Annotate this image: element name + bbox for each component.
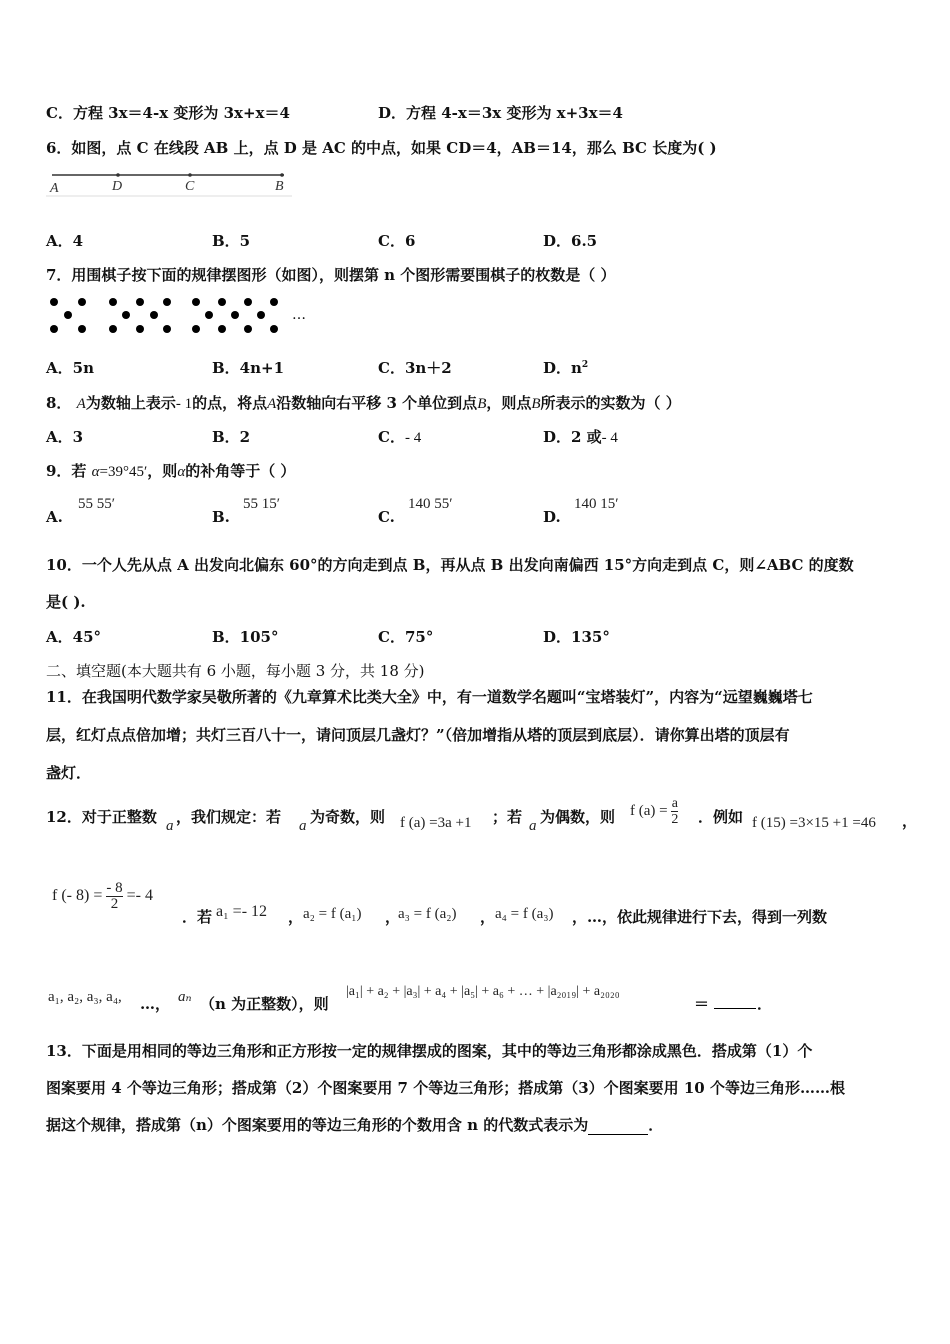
q6-option-c: C．6 <box>378 232 416 250</box>
q12-a4: a₄ = f (a₃) <box>495 906 554 922</box>
q12-text: 为奇数，则 <box>310 808 386 826</box>
q8-value: - 1 <box>175 396 193 412</box>
point-d <box>116 173 120 177</box>
q6-option-b: B．5 <box>212 232 251 250</box>
q6-segment-figure <box>46 166 294 198</box>
q12-text: ， <box>385 908 401 926</box>
q13-line3-text: 据这个规律，搭成第（n）个图案要用的等边三角形的个数用含 n 的代数式表示为 <box>46 1116 589 1134</box>
q8-option-c <box>378 426 421 447</box>
q5-option-c: C．方程 3x＝4-x 变形为 3x+x＝4 <box>46 104 290 122</box>
q12-f-odd: f (a) =3a +1 <box>400 815 472 831</box>
q6-stem: 6．如图，点 C 在线段 AB 上，点 D 是 AC 的中点，如果 CD＝4，AB＝14，那么 BC 长度为( ) <box>46 139 717 157</box>
q13-line2: 图案要用 4 个等边三角形；搭成第（2）个图案要用 7 个等边三角形；搭成第（3）个图案要用 10 个等边三角形……根 <box>46 1079 845 1097</box>
q8-option-d-label: D．2 或 <box>543 428 602 446</box>
q10-stem-line1: 10．一个人先从点 A 出发向北偏东 60°的方向走到点 B，再从点 B 出发向南偏西 15°方向走到点 C，则∠ABC 的度数 <box>46 556 854 574</box>
q8-option-d-value: - 4 <box>601 430 618 446</box>
q12-example-2-lhs: f (- 8) = <box>52 887 103 905</box>
q9-text: 的补角等于（ ） <box>185 462 296 480</box>
q12-text: ，我们规定：若 <box>176 808 282 826</box>
q12-fraction <box>671 796 678 827</box>
q12-example-2-rhs: =- 4 <box>126 887 153 905</box>
q9-alpha: α <box>177 464 186 480</box>
q5-option-d: D．方程 4-x＝3x 变形为 x+3x＝4 <box>378 104 623 122</box>
q8-option-b: B．2 <box>212 428 251 446</box>
q12-text: ，…，依此规律进行下去，得到一列数 <box>572 908 828 926</box>
q12-fraction <box>106 881 122 912</box>
q8-number: 8． <box>46 394 72 412</box>
q12-a1: a₁ =- 12 <box>216 903 268 920</box>
q12-equals: ＝ <box>694 995 710 1013</box>
q12-var-a: a <box>166 818 174 834</box>
q7-option-a: A．5n <box>46 359 94 377</box>
denominator: 2 <box>671 812 679 827</box>
q12-text: ， <box>902 812 918 830</box>
q12-text: ．例如 <box>698 808 744 826</box>
q8-text: 的点，将点 <box>192 394 268 412</box>
q10-option-b: B．105° <box>212 628 279 646</box>
q8-option-a: A．3 <box>46 428 84 446</box>
q7-option-d <box>543 357 588 378</box>
q10-option-d: D．135° <box>543 628 610 646</box>
q8-text: 为数轴上表示 <box>85 394 176 412</box>
q10-stem-line2: 是( ). <box>46 593 86 611</box>
q8-text: 沿数轴向右平移 3 个单位到点 <box>276 394 478 412</box>
label-c: C <box>185 179 195 194</box>
q12-sum-expression: |a₁| + a₂ + |a₃| + a₄ + |a₅| + a₆ + … + |a₂₀₁₉| + a₂₀₂₀ <box>346 984 620 999</box>
q12-text: ；若 <box>492 808 523 826</box>
q12-text: ．若 <box>182 908 213 926</box>
q7-stem: 7．用围棋子按下面的规律摆图形（如图），则摆第 n 个图形需要围棋子的枚数是（ ） <box>46 266 616 284</box>
q12-a3: a₃ = f (a₂) <box>398 906 457 922</box>
q12-text: ， <box>288 908 304 926</box>
q13-line3-end: ． <box>648 1116 664 1134</box>
q8-option-d <box>543 426 618 447</box>
q7-option-b: B．4n+1 <box>212 359 285 377</box>
q12-example-2 <box>52 881 153 912</box>
q10-option-c: C．75° <box>378 628 434 646</box>
q9-option-b-label: B. <box>212 508 230 526</box>
section-heading: 二、填空题(本大题共有 6 小题，每小题 3 分，共 18 分) <box>46 662 425 680</box>
q8-text: 所表示的实数为（ ） <box>540 394 681 412</box>
label-b: B <box>275 179 284 194</box>
q12-text: …， <box>140 995 171 1013</box>
numerator: a <box>671 796 678 811</box>
q9-alpha: α <box>91 464 100 480</box>
q9-number: 9．若 <box>46 462 87 480</box>
q12-text: （n 为正整数），则 <box>200 995 329 1013</box>
q9-option-d-value: 140 15′ <box>574 496 619 512</box>
q8-point-b: B <box>477 396 487 412</box>
q9-angle-value: =39°45′ <box>99 464 148 480</box>
q11-line3: 盏灯． <box>46 764 92 782</box>
point-c <box>188 173 192 177</box>
q9-option-b-value: 55 15′ <box>243 496 281 512</box>
numerator: - 8 <box>106 880 123 896</box>
q13-line3 <box>46 1114 663 1135</box>
q8-point-a: A <box>76 396 86 412</box>
q9-option-a-value: 55 55′ <box>78 496 116 512</box>
denominator: 2 <box>110 896 119 912</box>
q9-option-c-label: C. <box>378 508 395 526</box>
q12-f-even-lhs: f (a) = <box>630 802 668 819</box>
q6-option-a: A．4 <box>46 232 84 250</box>
q11-line2: 层，红灯点点倍加增；共灯三百八十一，请问顶层几盏灯？”（倍加增指从塔的顶层到底层）．请你算出塔的顶层有 <box>46 726 790 744</box>
q9-text: ，则 <box>147 462 178 480</box>
q8-option-c-value: - 4 <box>404 430 422 446</box>
q8-stem <box>46 392 681 413</box>
q12-example-1: f (15) =3×15 +1 =46 <box>752 815 876 831</box>
label-a: A <box>50 181 59 196</box>
q9-option-c-value: 140 55′ <box>408 496 453 512</box>
q12-an: aₙ <box>178 989 192 1005</box>
q12-answer-blank[interactable] <box>714 1008 756 1009</box>
q10-option-a: A．45° <box>46 628 102 646</box>
q6-option-d: D．6.5 <box>543 232 598 250</box>
q8-option-c-label: C． <box>378 428 405 446</box>
q8-point-a: A <box>267 396 277 412</box>
q7-option-d-exponent: 2 <box>581 360 589 370</box>
point-b <box>280 173 284 177</box>
q12-sequence: a₁, a₂, a₃, a₄, <box>48 989 122 1005</box>
q12-text: ． <box>757 995 773 1013</box>
label-d: D <box>112 179 123 194</box>
q9-option-d-label: D. <box>543 508 561 526</box>
q7-option-d-label: D．n <box>543 359 582 377</box>
q8-text: ，则点 <box>486 394 532 412</box>
q13-line1: 13．下面是用相同的等边三角形和正方形按一定的规律摆成的图案，其中的等边三角形都涂成黑色．搭成第（1）个 <box>46 1042 813 1060</box>
q12-text: 为偶数，则 <box>540 808 616 826</box>
q11-line1: 11．在我国明代数学家吴敬所著的《九章算术比类大全》中，有一道数学名题叫“宝塔装灯”，内容为“远望巍巍塔七 <box>46 688 813 706</box>
q8-point-b: B <box>531 396 541 412</box>
q9-option-a-label: A. <box>46 508 63 526</box>
q12-f-even <box>630 796 678 827</box>
q12-text: 12．对于正整数 <box>46 808 157 826</box>
q7-option-c: C．3n＋2 <box>378 359 452 377</box>
q12-var-a: a <box>529 818 537 834</box>
q9-stem <box>46 460 295 481</box>
q12-a2: a₂ = f (a₁) <box>303 906 362 922</box>
q7-ellipsis: … <box>292 307 306 323</box>
q12-text: ， <box>480 908 496 926</box>
q13-answer-blank[interactable] <box>588 1116 648 1135</box>
q12-var-a: a <box>299 818 307 834</box>
